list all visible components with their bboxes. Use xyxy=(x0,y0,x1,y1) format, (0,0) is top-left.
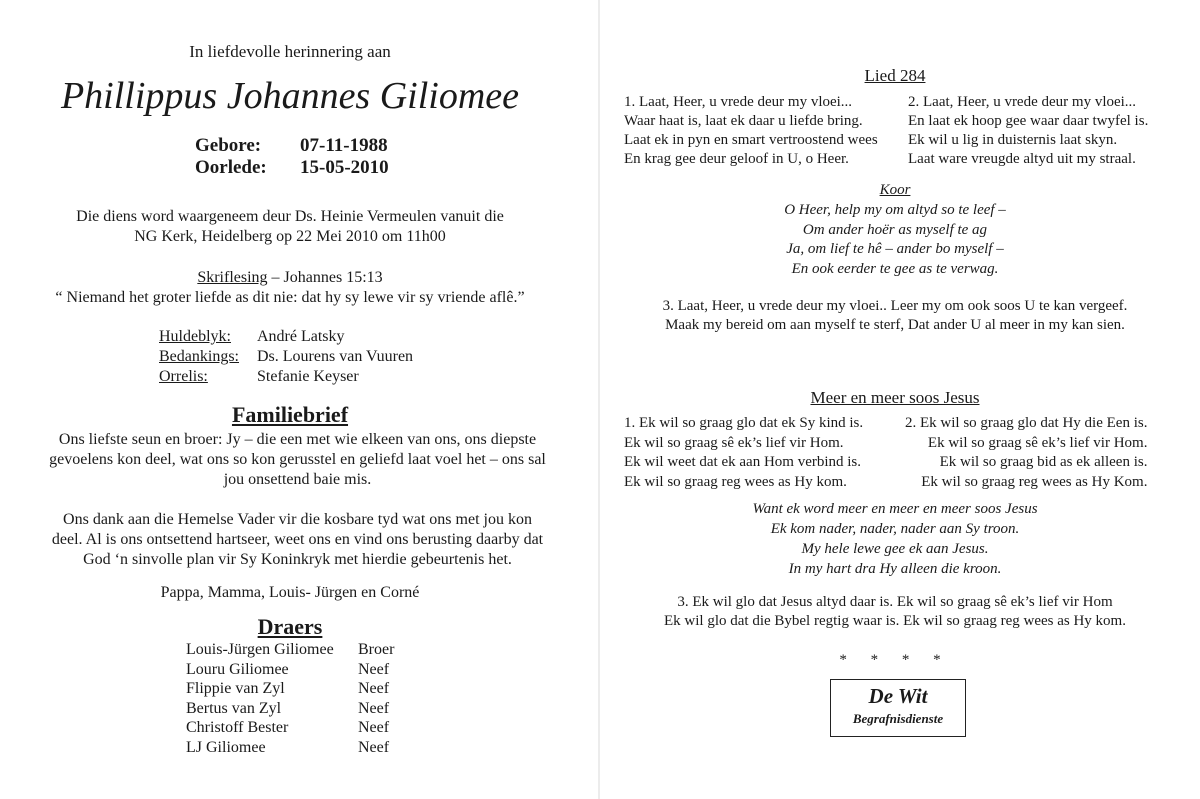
tribute-label: Huldeblyk: xyxy=(159,328,231,345)
list-item: Flippie van Zyl Neef xyxy=(186,680,390,697)
service-line: NG Kerk, Heidelberg op 22 Mei 2010 om 11h00 xyxy=(134,228,446,245)
hymn-verse: 1. Ek wil so graag glo dat ek Sy kind is. Ek wil so graag sê ek’s lief vir Hom. Ek wil weet dat ek aan Hom verbind is. Ek wil so graag reg wees as Hy kom. xyxy=(624,415,864,490)
participants xyxy=(159,327,413,387)
hymn-verse: 3. Laat, Heer, u vrede deur my vloei.. Leer my om ook soos U te kan vergeef. Maak my bereid om aan myself te sterf, Dat ander U al meer in my kan sien. xyxy=(662,298,1128,333)
tribute-name: André Latsky xyxy=(257,328,345,345)
died-date: 15-05-2010 xyxy=(300,157,389,178)
service-line: Die diens word waargeneem deur Ds. Heinie Vermeulen vanuit die xyxy=(76,208,504,225)
born-label: Gebore: xyxy=(195,135,262,156)
chorus-text: Want ek word meer en meer en meer soos Jesus Ek kom nader, nader, nader aan Sy troon. My hele lewe gee ek aan Jesus. In my hart dra Hy alleen die kroon. xyxy=(752,501,1038,577)
reading-label: Skriflesing xyxy=(197,269,268,286)
hymn-verse: 2. Laat, Heer, u vrede deur my vloei... En laat ek hoop gee waar daar twyfel is. Ek wil u lig in duisternis laat skyn. Laat ware vreugde altyd uit my straal. xyxy=(908,94,1149,167)
reading-text: “ Niemand het groter liefde as dit nie: dat hy sy lewe vir sy vriende aflê.” xyxy=(55,289,525,306)
list-item: Louru Giliomee Neef xyxy=(186,660,390,678)
intro-text: In liefdevolle herinnering aan xyxy=(189,42,391,61)
funeral-home-logo xyxy=(830,679,966,737)
hymn-verse: 3. Ek wil glo dat Jesus altyd daar is. Ek wil so graag sê ek’s lief vir Hom Ek wil glo dat die Bybel regtig waar is. Ek wil so graag reg wees as Hy kom. xyxy=(664,594,1126,629)
bearers-list xyxy=(186,640,394,757)
service-details xyxy=(0,207,580,247)
list-item: LJ Giliomee Neef xyxy=(186,738,390,756)
dates-block xyxy=(195,135,389,179)
born-date: 07-11-1988 xyxy=(300,135,388,156)
hymn-title: Meer en meer soos Jesus xyxy=(810,388,980,407)
deceased-name: Phillippus Johannes Giliomee xyxy=(60,75,520,117)
list-item: Louis-Jürgen Giliomee Broer xyxy=(186,641,395,658)
organist-name: Stefanie Keyser xyxy=(257,368,359,385)
separator: * * * * xyxy=(839,652,951,668)
bearers-title: Draers xyxy=(257,614,323,639)
family-letter-paragraph: Ons dank aan die Hemelse Vader vir die kosbare tyd wat ons met jou kon deel. Al is ons ontsettend hartseer, weet ons en vind ons berusting daarby dat God ‘n sinvolle plan vir Sy Koninkryk met hierdie gebeurtenis het. xyxy=(51,511,544,568)
logo-subtitle: Begrafnisdienste xyxy=(852,711,944,726)
logo-name: De Wit xyxy=(868,684,928,708)
hymn-verse: 2. Ek wil so graag glo dat Hy die Een is. Ek wil so graag sê ek’s lief vir Hom. Ek wil so graag bid as ek alleen is. Ek wil so graag reg wees as Hy Kom. xyxy=(905,415,1148,490)
family-letter-title: Familiebrief xyxy=(231,402,349,427)
chorus-text: O Heer, help my om altyd so te leef – Om ander hoër as myself te ag Ja, om lief te hê – ander bo myself – En ook eerder te gee as te verwag. xyxy=(784,202,1006,277)
list-item: Bertus van Zyl Neef xyxy=(186,699,390,717)
hymn-title: Lied 284 xyxy=(864,66,926,85)
family-signature: Pappa, Mamma, Louis- Jürgen en Corné xyxy=(160,584,420,601)
family-letter-body xyxy=(35,430,560,590)
right-page xyxy=(600,0,1200,799)
chorus-title: Koor xyxy=(879,182,911,198)
scripture-reading xyxy=(0,268,580,308)
thanks-label: Bedankings: xyxy=(159,348,239,365)
hymn-verse: 1. Laat, Heer, u vrede deur my vloei... Waar haat is, laat ek daar u liefde bring. Laat ek in pyn en smart vertroostend wees En krag gee deur geloof in U, o Heer. xyxy=(624,94,878,167)
died-label: Oorlede: xyxy=(195,157,267,178)
organist-label: Orrelis: xyxy=(159,368,208,385)
list-item: Christoff Bester Neef xyxy=(186,719,390,736)
family-letter-paragraph: Ons liefste seun en broer: Jy – die een met wie elkeen van ons, ons diepste gevoelens kon deel, wat ons so kon gerusstel en geliefd laat voel het – ons sal jou onsettend baie mis. xyxy=(49,431,546,488)
reading-reference: – Johannes 15:13 xyxy=(267,269,383,286)
thanks-name: Ds. Lourens van Vuuren xyxy=(257,348,414,365)
